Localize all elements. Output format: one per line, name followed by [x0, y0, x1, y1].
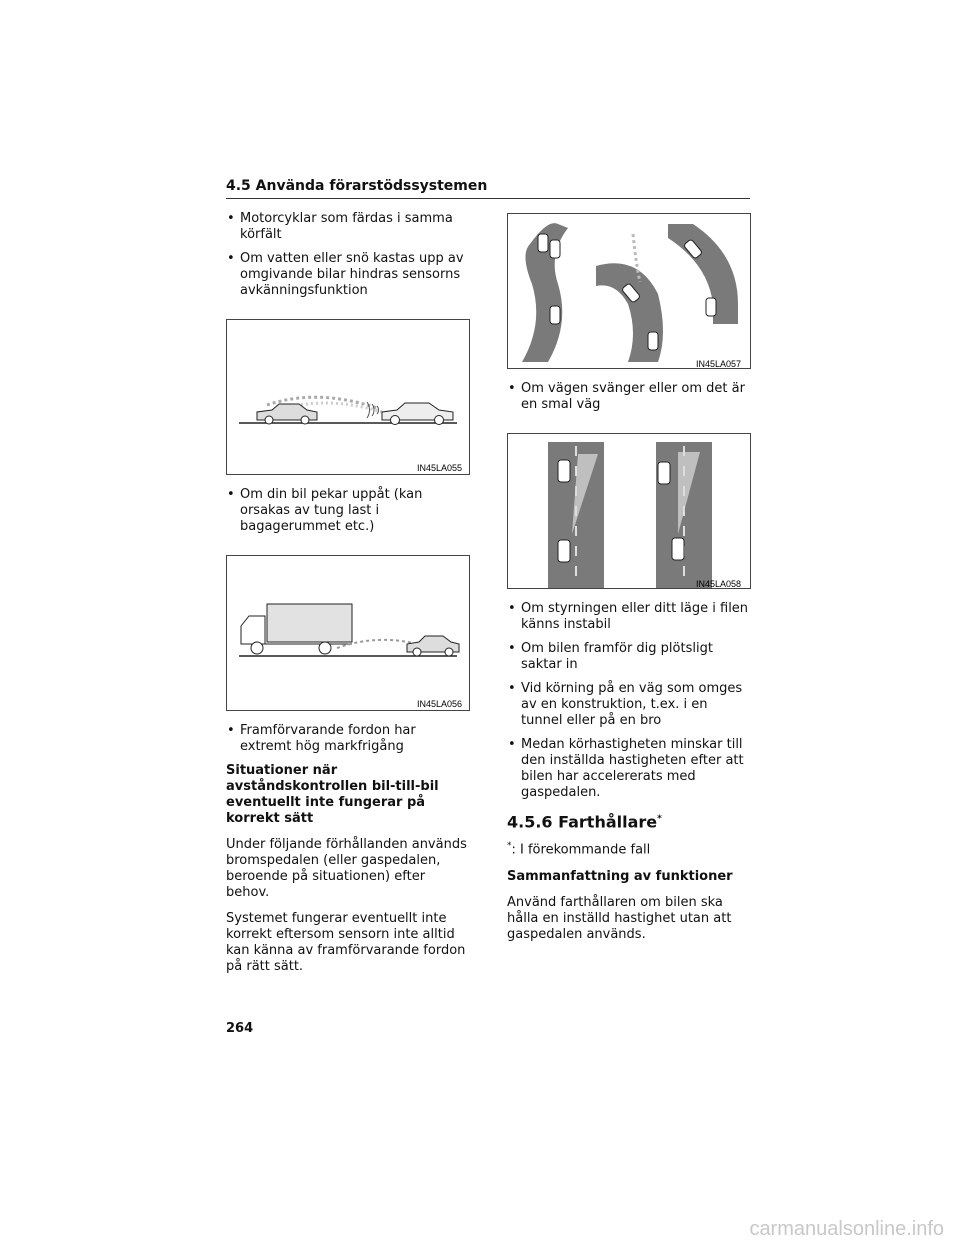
section-title [507, 811, 751, 830]
illustration-cars-spray [227, 320, 469, 474]
page-number: 264 [226, 1021, 254, 1036]
right-column [507, 213, 751, 953]
figure-in45la055 [226, 319, 470, 475]
figure-code: IN45LA058 [696, 579, 742, 589]
figure-code: IN45LA055 [417, 463, 463, 473]
paragraph-pedal: Under följande förhållanden används bromspedalen (eller gaspedalen, beroende på situationen) efter behov. [226, 837, 467, 900]
footnote-text: : I förekommande fall [511, 842, 651, 858]
summary-text: Använd farthållaren om bilen ska hålla en inställd hastighet utan att gaspedalen används. [507, 894, 732, 942]
bullet-speed-decrease: • Medan körhastigheten minskar till den inställda hastigheten efter att bilen har accelererats med gaspedalen. [507, 737, 751, 801]
illustration-truck-high-clearance [227, 556, 469, 710]
figure-in45la058 [507, 433, 751, 589]
figure-in45la057 [507, 213, 751, 369]
summary-heading: Sammanfattning av funktioner [507, 868, 733, 884]
illustration-curved-roads [508, 214, 750, 368]
left-column [226, 211, 470, 985]
bullet-high-clearance: • Framförvarande fordon har extremt hög markfrigång [226, 723, 470, 755]
illustration-lane-position [508, 434, 750, 588]
bullet-car-pointing-up: • Om din bil pekar uppåt (kan orsakas av tung last i bagagerummet etc.) [226, 487, 470, 535]
section-title-mark: * [657, 814, 662, 824]
bullet-curved-road: • Om vägen svänger eller om det är en smal väg [507, 381, 751, 413]
footnote-mark: * [507, 841, 512, 852]
figure-code: IN45LA057 [696, 359, 742, 369]
header-rule [226, 198, 750, 199]
watermark: carmanualsonline.info [749, 1218, 944, 1240]
bullet-sudden-slowdown: • Om bilen framför dig plötsligt saktar in [507, 641, 751, 673]
section-header: 4.5 Använda förarstödssystemen [226, 178, 488, 194]
bullet-water-snow: • Om vatten eller snö kastas upp av omgivande bilar hindras sensorns avkänningsfunktion [226, 251, 470, 299]
figure-in45la056 [226, 555, 470, 711]
bullet-tunnel-bridge: • Vid körning på en väg som omges av en konstruktion, t.ex. i en tunnel eller på en bro [507, 681, 751, 729]
bullet-steering-unstable: • Om styrningen eller ditt läge i filen känns instabil [507, 601, 751, 633]
section-title-text: 4.5.6 Farthållare [507, 812, 658, 832]
paragraph-sensor: Systemet fungerar eventuellt inte korrekt eftersom sensorn inte alltid kan känna av framförvarande fordon på rätt sätt. [226, 911, 466, 974]
figure-code: IN45LA056 [417, 699, 463, 709]
bullet-motorcycles: • Motorcyklar som färdas i samma körfält [226, 211, 470, 243]
subsection-heading: Situationer när avståndskontrollen bil-till-bil eventuellt inte fungerar på korrekt sätt [226, 763, 439, 826]
footnote [507, 838, 751, 858]
